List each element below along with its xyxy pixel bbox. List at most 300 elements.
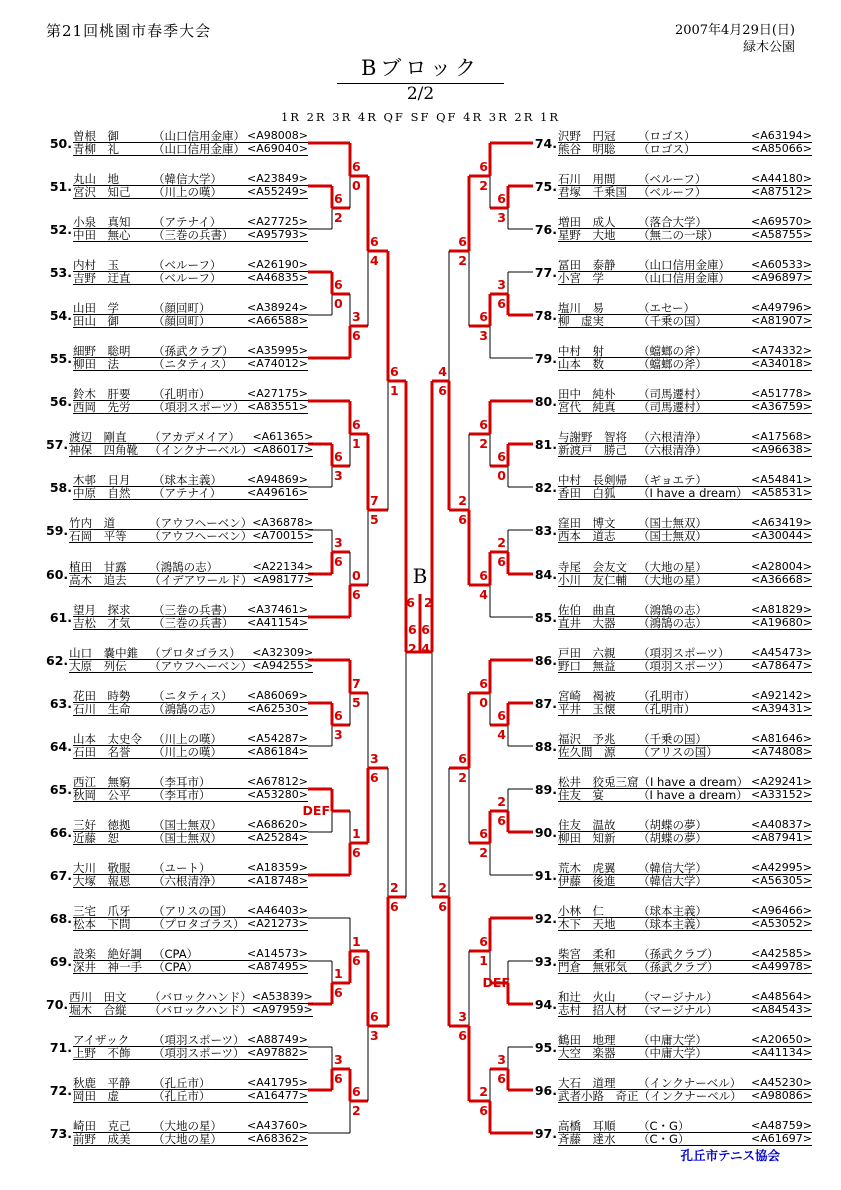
- player-name: 三好 徳拠: [73, 818, 131, 832]
- player-name: 近藤 恕: [73, 831, 119, 845]
- match-score: 1: [352, 934, 361, 949]
- player-id: <A54287>: [247, 732, 308, 745]
- player-name: 小泉 真知: [73, 215, 131, 229]
- player-name: 宮沢 知己: [73, 185, 131, 199]
- player-row: [69, 444, 313, 457]
- player-rows: [558, 690, 812, 716]
- player-club: （プロタゴラス）: [153, 917, 245, 931]
- entry-number: 56.: [49, 393, 72, 409]
- player-name: 秋鹿 平静: [73, 1076, 131, 1090]
- match-score: 6: [334, 985, 343, 1000]
- player-id: <A60533>: [751, 258, 812, 271]
- player-id: <A36878>: [252, 516, 314, 529]
- player-club: （項羽スポーツ）: [153, 1046, 245, 1060]
- player-row: [558, 186, 812, 199]
- player-id: <A16477>: [247, 1089, 308, 1102]
- match-score: 6: [390, 899, 399, 914]
- player-row: [73, 961, 308, 974]
- entry-83: [533, 517, 812, 543]
- entry-number: 89.: [534, 781, 557, 797]
- player-club: （孔明市）: [638, 702, 696, 716]
- entry-82: [533, 474, 812, 500]
- match-score: 6: [352, 845, 361, 860]
- player-rows: [73, 819, 308, 845]
- match-score: 1: [352, 436, 361, 451]
- player-row: [73, 832, 308, 845]
- player-row: [73, 401, 308, 414]
- player-id: <A23849>: [247, 172, 308, 185]
- entry-85: [533, 604, 812, 630]
- player-row: [558, 358, 812, 371]
- player-row: [558, 918, 812, 931]
- player-row: [73, 875, 308, 888]
- player-club: （国士無双）: [638, 529, 707, 543]
- player-id: <A49978>: [751, 960, 812, 973]
- player-club: （孫武クラブ）: [153, 344, 234, 358]
- player-id: <A69040>: [247, 142, 308, 155]
- player-row: [558, 1133, 812, 1146]
- entry-number: 78.: [534, 307, 557, 323]
- player-name: 直井 大器: [558, 616, 616, 630]
- match-score: 1: [479, 953, 488, 968]
- player-club: （山口信用金庫）: [638, 271, 730, 285]
- player-id: <A68620>: [247, 818, 308, 831]
- entry-68: [46, 905, 308, 931]
- player-row: [558, 875, 812, 888]
- player-name: 渡辺 剛直: [69, 430, 127, 444]
- player-row: [558, 746, 812, 759]
- match-score: 6: [421, 622, 430, 637]
- player-id: <A41795>: [247, 1076, 308, 1089]
- player-club: （ロゴス）: [638, 142, 696, 156]
- match-score: 2: [458, 253, 467, 268]
- player-name: 曽根 御: [73, 129, 119, 143]
- player-id: <A39431>: [751, 702, 812, 715]
- player-club: （ギョエテ）: [638, 473, 707, 487]
- player-club: （蟷螂の斧）: [638, 344, 707, 358]
- match-score: 2: [334, 210, 343, 225]
- player-id: <A42995>: [751, 861, 812, 874]
- player-id: <A34018>: [751, 357, 812, 370]
- player-club: （プロタゴラス）: [149, 646, 241, 660]
- match-score: 6: [497, 296, 506, 311]
- match-score: 3: [334, 468, 343, 483]
- player-name: 崎田 克己: [73, 1119, 131, 1133]
- player-club: （アテナイ）: [153, 486, 222, 500]
- match-score: 6: [458, 1028, 467, 1043]
- player-club: （項羽スポーツ）: [638, 659, 730, 673]
- player-row: [73, 229, 308, 242]
- final-score-right: 2: [424, 595, 433, 610]
- entry-79: [533, 345, 812, 371]
- player-id: <A19680>: [751, 616, 812, 629]
- player-id: <A62530>: [247, 702, 308, 715]
- player-name: 荒木 虎翼: [558, 861, 616, 875]
- player-club: （ベルーフ）: [153, 258, 222, 272]
- match-score: 6: [497, 1071, 506, 1086]
- player-id: <A98177>: [252, 573, 314, 586]
- entry-number: 92.: [534, 910, 557, 926]
- entry-56: [46, 388, 308, 414]
- entry-64: [46, 733, 308, 759]
- player-club: （ニタティス）: [153, 357, 233, 371]
- player-club: （川上の嘆）: [153, 745, 222, 759]
- player-id: <A28004>: [751, 560, 812, 573]
- player-rows: [73, 388, 308, 414]
- player-name: 植田 甘露: [69, 560, 127, 574]
- entry-number: 77.: [534, 264, 557, 280]
- match-score: 1: [334, 966, 343, 981]
- player-name: 三宅 爪牙: [73, 904, 131, 918]
- player-id: <A58755>: [751, 228, 812, 241]
- entry-number: 84.: [534, 566, 557, 582]
- player-name: 木邨 日月: [73, 473, 131, 487]
- player-name: 和辻 火山: [558, 990, 616, 1004]
- player-row: [558, 530, 812, 543]
- player-club: （大地の星）: [153, 1132, 222, 1146]
- entry-number: 67.: [49, 867, 72, 883]
- player-name: 小林 仁: [558, 904, 604, 918]
- player-name: 中田 無心: [73, 228, 131, 242]
- player-id: <A53280>: [247, 788, 308, 801]
- entry-number: 62.: [46, 652, 69, 668]
- player-club: （山口信用金庫）: [638, 258, 730, 272]
- entry-number: 72.: [49, 1082, 72, 1098]
- player-name: 石川 生命: [73, 702, 131, 716]
- player-name: 寺尾 会友文: [558, 560, 627, 574]
- player-club: （CPA）: [153, 947, 199, 961]
- player-rows: [558, 1077, 812, 1103]
- match-score: 6: [497, 191, 506, 206]
- player-id: <A86017>: [252, 443, 314, 456]
- entry-67: [46, 862, 308, 888]
- player-club: （無二の一球）: [638, 228, 719, 242]
- player-club: （鴻鵠の志）: [638, 603, 707, 617]
- player-row: [69, 574, 313, 587]
- entry-78: [533, 302, 812, 328]
- match-score: 2: [479, 178, 488, 193]
- player-name: 大塚 報恩: [73, 874, 131, 888]
- match-score: 2: [479, 436, 488, 451]
- entry-55: [46, 345, 308, 371]
- match-score: 2: [390, 880, 399, 895]
- player-id: <A67812>: [247, 775, 308, 788]
- entry-86: [533, 647, 812, 673]
- match-score: 3: [497, 1052, 506, 1067]
- match-score: 3: [370, 751, 379, 766]
- player-row: [69, 660, 313, 673]
- entry-93: [533, 948, 812, 974]
- player-name: 大空 楽器: [558, 1046, 616, 1060]
- player-rows: [558, 905, 812, 931]
- player-club: （マージナル）: [638, 1003, 718, 1017]
- player-club: （I have a dream）: [638, 486, 748, 500]
- player-club: （落合大学）: [638, 215, 707, 229]
- player-club: （山口信用金庫）: [153, 129, 245, 143]
- player-id: <A92142>: [751, 689, 812, 702]
- player-name: 木下 天地: [558, 917, 616, 931]
- player-row: [558, 617, 812, 630]
- player-club: （球本主義）: [638, 904, 707, 918]
- player-id: <A41154>: [247, 616, 308, 629]
- player-id: <A83551>: [247, 400, 308, 413]
- entry-number: 90.: [534, 824, 557, 840]
- player-rows: [558, 345, 812, 371]
- match-score: 6: [370, 1009, 379, 1024]
- match-score: 6: [458, 234, 467, 249]
- match-score: 1: [352, 826, 361, 841]
- player-club: （バロックハンド）: [149, 1003, 252, 1017]
- match-score: 3: [497, 277, 506, 292]
- match-score: 7: [352, 676, 361, 691]
- player-name: 堀木 合縦: [69, 1003, 127, 1017]
- match-score: 4: [421, 641, 430, 656]
- player-rows: [73, 302, 308, 328]
- player-name: 冨田 泰静: [558, 258, 616, 272]
- player-club: （三巻の兵書）: [153, 603, 234, 617]
- match-score: 6: [479, 568, 488, 583]
- player-name: 中原 自然: [73, 486, 131, 500]
- player-rows: [558, 991, 812, 1017]
- entry-84: [533, 561, 812, 587]
- block-title: Bブロック: [337, 52, 504, 84]
- match-score: 4: [438, 364, 447, 379]
- player-rows: [73, 862, 308, 888]
- entry-number: 80.: [534, 393, 557, 409]
- entry-number: 96.: [534, 1082, 557, 1098]
- player-club: （アカデメイア）: [149, 430, 241, 444]
- match-score: 0: [479, 695, 488, 710]
- match-score: 2: [497, 794, 506, 809]
- match-score: 0: [352, 568, 361, 583]
- player-name: 田中 純朴: [558, 387, 616, 401]
- player-rows: [73, 948, 308, 974]
- player-club: （アウフヘーベン）: [149, 516, 253, 530]
- player-name: 住友 温故: [558, 818, 616, 832]
- match-score: 3: [334, 1052, 343, 1067]
- player-id: <A58531>: [751, 486, 812, 499]
- entry-number: 93.: [534, 953, 557, 969]
- player-name: 深井 神一手: [73, 960, 142, 974]
- player-name: 山本 太史令: [73, 732, 142, 746]
- entry-number: 88.: [534, 738, 557, 754]
- entry-87: [533, 690, 812, 716]
- player-club: （アウフヘーベン）: [149, 529, 253, 543]
- player-name: 松井 狡兎三窟: [558, 775, 639, 789]
- entry-number: 51.: [49, 178, 72, 194]
- entry-65: [46, 776, 308, 802]
- player-club: （項羽スポーツ）: [638, 646, 730, 660]
- player-rows: [73, 259, 308, 285]
- player-rows: [558, 302, 812, 328]
- player-club: （アテナイ）: [153, 215, 222, 229]
- player-rows: [558, 517, 812, 543]
- entry-88: [533, 733, 812, 759]
- player-club: （千乗の国）: [638, 732, 707, 746]
- player-row: [73, 487, 308, 500]
- entry-number: 54.: [49, 307, 72, 323]
- player-id: <A54841>: [751, 473, 812, 486]
- entry-81: [533, 431, 812, 457]
- player-rows: [558, 948, 812, 974]
- player-club: （鴻鵠の志）: [638, 616, 707, 630]
- tournament-title: 第21回桃園市春季大会: [46, 22, 212, 40]
- player-id: <A14573>: [247, 947, 308, 960]
- match-score: 6: [497, 708, 506, 723]
- player-name: 柳田 知新: [558, 831, 616, 845]
- player-rows: [558, 216, 812, 242]
- player-row: [73, 315, 308, 328]
- player-name: 熊谷 明聡: [558, 142, 616, 156]
- player-rows: [73, 173, 308, 199]
- player-id: <A46403>: [247, 904, 308, 917]
- entry-57: [46, 430, 314, 457]
- event-venue: 緑木公園: [742, 40, 795, 55]
- entry-91: [533, 862, 812, 888]
- player-club: （アリスの国）: [153, 904, 233, 918]
- match-score: 6: [479, 417, 488, 432]
- entry-number: 97.: [534, 1125, 557, 1141]
- player-name: 鈴木 肝要: [73, 387, 131, 401]
- player-name: 野口 無益: [558, 659, 616, 673]
- entry-90: [533, 819, 812, 845]
- page-indicator: 2/2: [406, 84, 435, 104]
- match-score: 6: [352, 587, 361, 602]
- player-name: 内村 玉: [73, 258, 119, 272]
- player-name: 前野 成美: [73, 1132, 131, 1146]
- entry-number: 71.: [49, 1039, 72, 1055]
- entry-number: 69.: [49, 953, 72, 969]
- player-id: <A86184>: [247, 745, 308, 758]
- player-id: <A98086>: [751, 1089, 812, 1102]
- player-id: <A81907>: [751, 314, 812, 327]
- player-row: [73, 1133, 308, 1146]
- player-club: （球本主義）: [153, 473, 222, 487]
- player-club: （ユート）: [153, 861, 211, 875]
- player-name: 秋岡 公平: [73, 788, 131, 802]
- player-row: [558, 789, 812, 802]
- player-id: <A32309>: [252, 646, 314, 659]
- player-row: [73, 1090, 308, 1103]
- player-id: <A18359>: [247, 861, 308, 874]
- match-score: 2: [408, 641, 417, 656]
- player-club: （顔回町）: [153, 314, 211, 328]
- player-row: [558, 1004, 812, 1017]
- player-name: 斉藤 達水: [558, 1132, 616, 1146]
- entry-73: [46, 1120, 308, 1146]
- entry-97: [533, 1120, 812, 1146]
- player-name: 平井 玉懐: [558, 702, 616, 716]
- player-id: <A38924>: [247, 301, 308, 314]
- entry-number: 87.: [534, 695, 557, 711]
- def-label: DEF: [482, 975, 510, 990]
- player-name: 神保 四角靴: [69, 443, 139, 457]
- player-club: （韓信大学）: [638, 861, 707, 875]
- player-id: <A74012>: [247, 357, 308, 370]
- player-name: 武者小路 奇正: [558, 1089, 639, 1103]
- match-score: 6: [334, 191, 343, 206]
- match-score: 7: [370, 493, 379, 508]
- match-score: 2: [479, 845, 488, 860]
- player-id: <A36668>: [751, 573, 812, 586]
- player-rows: [73, 733, 308, 759]
- player-rows: [558, 819, 812, 845]
- player-name: 柳田 法: [73, 357, 119, 371]
- entry-number: 79.: [534, 350, 557, 366]
- match-score: 6: [370, 770, 379, 785]
- player-id: <A61365>: [252, 430, 314, 443]
- match-score: 6: [352, 1084, 361, 1099]
- match-score: 6: [352, 328, 361, 343]
- player-club: （司馬遷村）: [638, 400, 707, 414]
- match-score: 2: [438, 880, 447, 895]
- player-name: 石田 名誉: [73, 745, 131, 759]
- player-name: 花田 時勢: [73, 689, 131, 703]
- player-club: （エセー）: [638, 301, 696, 315]
- player-row: [558, 1047, 812, 1060]
- entry-number: 94.: [534, 996, 557, 1012]
- player-name: アイザック: [73, 1033, 130, 1047]
- match-score: 4: [479, 587, 488, 602]
- player-name: 山田 学: [73, 301, 119, 315]
- entry-number: 70.: [46, 996, 69, 1012]
- player-id: <A20650>: [751, 1033, 812, 1046]
- entry-70: [46, 990, 313, 1017]
- player-club: （国士無双）: [153, 818, 222, 832]
- player-club: （孔明市）: [638, 689, 696, 703]
- player-club: （司馬遷村）: [638, 387, 707, 401]
- player-row: [73, 358, 308, 371]
- entry-number: 52.: [49, 221, 72, 237]
- player-id: <A87495>: [247, 960, 308, 973]
- player-name: 君塚 千乗国: [558, 185, 627, 199]
- player-name: 小川 友仁輔: [558, 573, 627, 587]
- entry-74: [533, 130, 812, 156]
- player-rows: [73, 776, 308, 802]
- player-row: [558, 961, 812, 974]
- match-score: 3: [370, 1028, 379, 1043]
- player-club: （李耳市）: [153, 775, 211, 789]
- entry-59: [46, 516, 314, 543]
- player-name: 伊藤 後進: [558, 874, 616, 888]
- entry-number: 75.: [534, 178, 557, 194]
- player-id: <A63419>: [751, 516, 812, 529]
- player-rows: [558, 474, 812, 500]
- player-id: <A94255>: [252, 659, 314, 672]
- player-id: <A45473>: [751, 646, 812, 659]
- player-id: <A53839>: [251, 990, 313, 1003]
- entry-number: 65.: [49, 781, 72, 797]
- entry-number: 57.: [46, 436, 69, 452]
- player-rows: [558, 647, 812, 673]
- match-score: 6: [370, 234, 379, 249]
- player-name: 設楽 絶好調: [73, 947, 142, 961]
- player-name: 上野 不飾: [73, 1046, 131, 1060]
- match-score: 3: [458, 1009, 467, 1024]
- player-id: <A95793>: [247, 228, 308, 241]
- player-id: <A18748>: [247, 874, 308, 887]
- player-name: 石岡 平等: [69, 529, 127, 543]
- match-score: 6: [334, 1071, 343, 1086]
- player-row: [69, 530, 313, 543]
- player-row: [73, 617, 308, 630]
- player-club: （中庸大学）: [638, 1033, 707, 1047]
- player-rows: [73, 604, 308, 630]
- player-name: 西岡 先労: [73, 400, 131, 414]
- player-club: （ベルーフ）: [638, 185, 707, 199]
- match-score: 6: [334, 708, 343, 723]
- player-club: （孫武クラブ）: [638, 960, 719, 974]
